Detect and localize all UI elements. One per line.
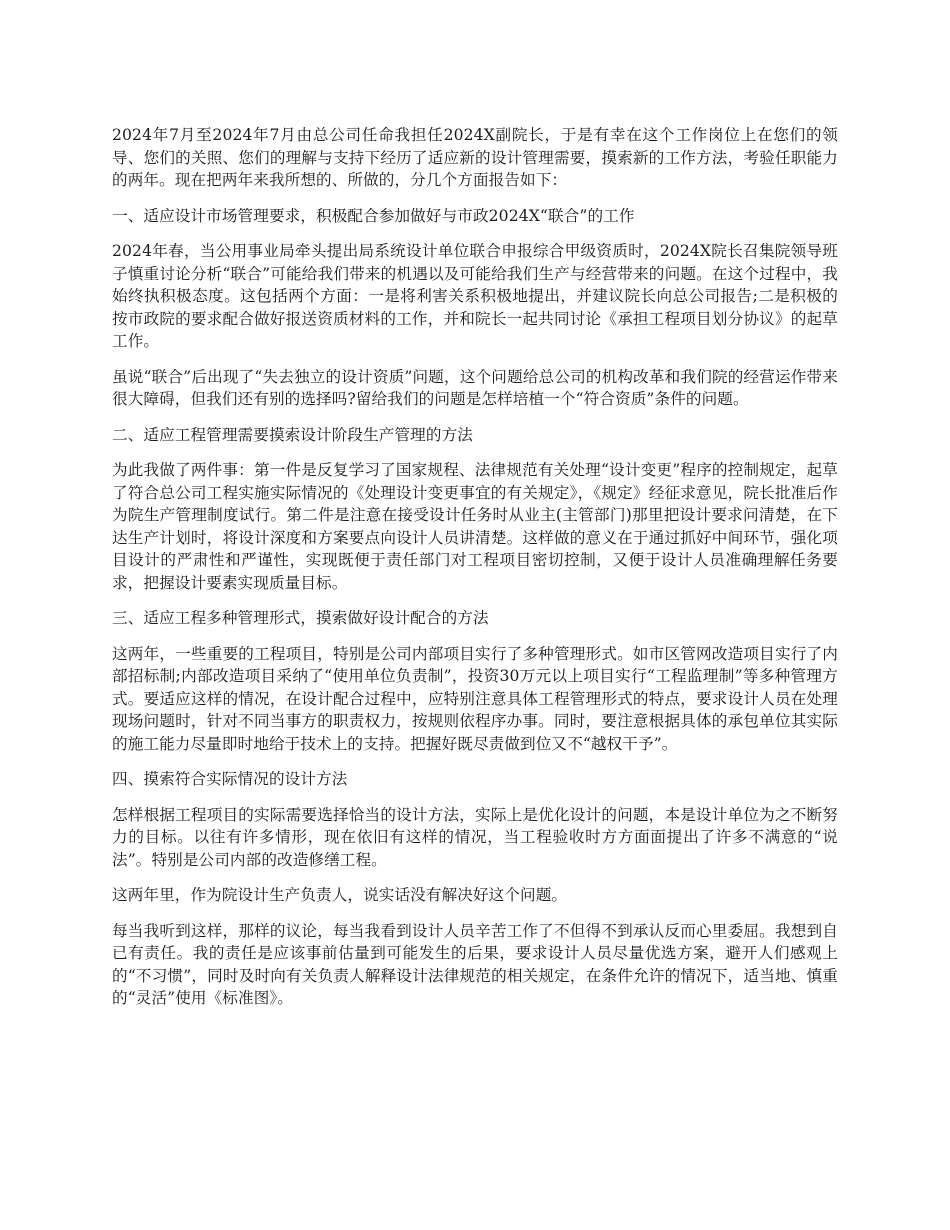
- paragraph: 虽说“联合”后出现了“失去独立的设计资质”问题，这个问题给总公司的机构改革和我们院的经营运作带来很大障碍，但我们还有别的选择吗?留给我们的问题是怎样培植一个“符合资质”条件的问题。: [112, 367, 838, 408]
- intro-paragraph: 2024年7月至2024年7月由总公司任命我担任2024X副院长，于是有幸在这个工作岗位上在您们的领导、您们的关照、您们的理解与支持下经历了适应新的设计管理需要，摸索新的工作方法，考验任职能力的两年。现在把两年来我所想的、所做的，分几个方面报告如下：: [112, 126, 838, 189]
- paragraph: 怎样根据工程项目的实际需要选择恰当的设计方法，实际上是优化设计的问题，本是设计单位为之不断努力的目标。以往有许多情形，现在依旧有这样的情况，当工程验收时方方面面提出了许多不满意的“说法”。特别是公司内部的改造修缮工程。: [112, 805, 838, 869]
- section-heading-4: 四、摸索符合实际情况的设计方法: [112, 770, 348, 788]
- paragraph: 每当我听到这样，那样的议论，每当我看到设计人员辛苦工作了不但得不到承认反而心里委屈。我想到自已有责任。我的责任是应该事前估量到可能发生的后果，要求设计人员尽量优选方案，避开人们感观上的“不习惯”，同时及时向有关负责人解释设计法律规范的相关规定，在条件允许的情况下，适当地、慎重的“灵活”使用《标准图》。: [112, 921, 838, 1007]
- paragraph: 为此我做了两件事：第一件是反复学习了国家规程、法律规范有关处理“设计变更”程序的控制规定，起草了符合总公司工程实施实际情况的《处理设计变更事宜的有关规定》，《规定》经征求意见，院长批准后作为院生产管理制度试行。第二件是注意在接受设计任务时从业主(主管部门)那里把设计要求问清楚，在下达生产计划时，将设计深度和方案要点向设计人员讲清楚。这样做的意义在于通过抓好中间环节，强化项目设计的严肃性和严谨性，实现既便于责任部门对工程项目密切控制，又便于设计人员准确理解任务要求，把握设计要素实现质量目标。: [112, 461, 838, 592]
- paragraph: 2024年春，当公用事业局牵头提出局系统设计单位联合申报综合甲级资质时，2024X院长召集院领导班子慎重讨论分析“联合”可能给我们带来的机遇以及可能给我们生产与经营带来的问题。在这个过程中，我始终执积极态度。这包括两个方面：一是将利害关系积极地提出，并建议院长向总公司报告;二是积极的按市政院的要求配合做好报送资质材料的工作，并和院长一起共同讨论《承担工程项目划分协议》的起草工作。: [112, 242, 838, 350]
- section-heading-3: 三、适应工程多种管理形式，摸索做好设计配合的方法: [112, 609, 489, 627]
- section-heading-1: 一、适应设计市场管理要求，积极配合参加做好与市政2024X“联合”的工作: [112, 206, 635, 225]
- paragraph: 这两年里，作为院设计生产负责人，说实话没有解决好这个问题。: [112, 886, 568, 904]
- paragraph: 这两年，一些重要的工程项目，特别是公司内部项目实行了多种管理形式。如市区管网改造项目实行了内部招标制;内部改造项目采纳了“使用单位负责制”，投资30万元以上项目实行“工程监理制”等多种管理方式。要适应这样的情况，在设计配合过程中，应特别注意具体工程管理形式的特点，要求设计人员在处理现场问题时，针对不同当事方的职责权力，按规则依程序办事。同时，要注意根据具体的承包单位其实际的施工能力尽量即时地给于技术上的支持。把握好既尽责做到位又不“越权干予”。: [112, 644, 838, 753]
- section-heading-2: 二、适应工程管理需要摸索设计阶段生产管理的方法: [112, 425, 473, 444]
